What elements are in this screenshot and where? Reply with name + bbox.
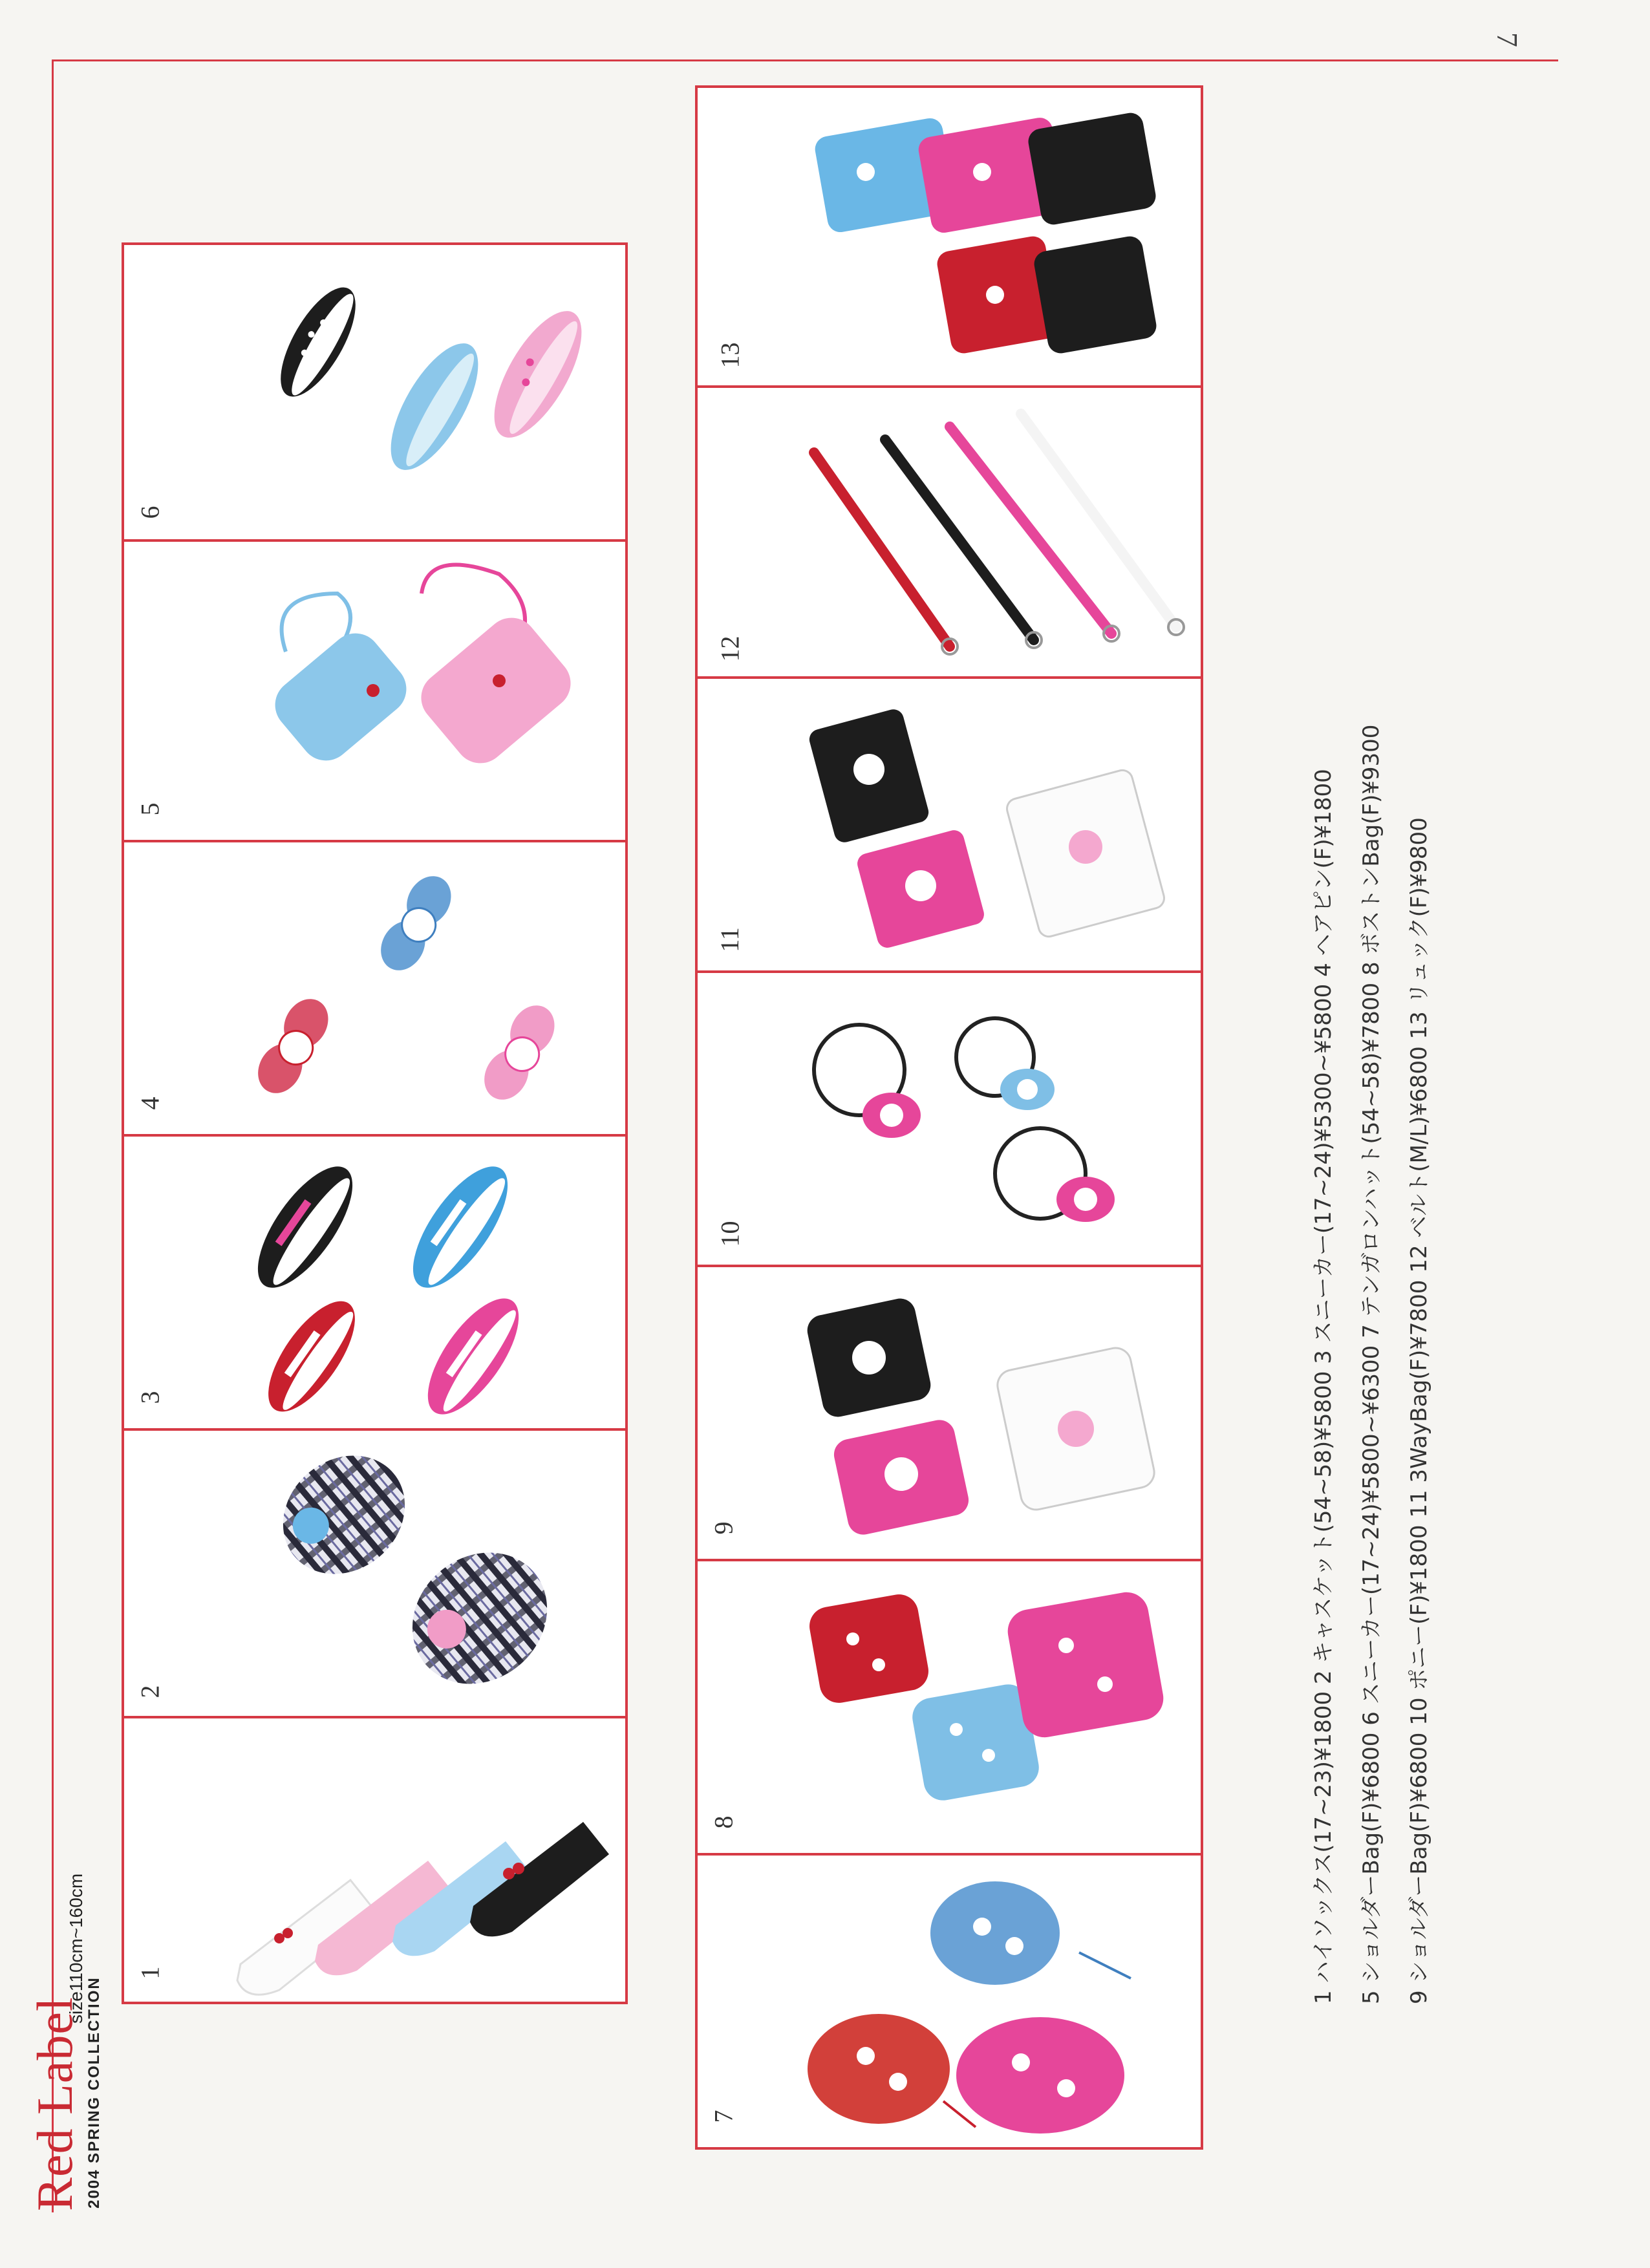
product-cell: [698, 1265, 1201, 1559]
3way-bags-image: [801, 692, 1176, 957]
item-number: 2: [135, 1685, 165, 1698]
product-cell: [124, 1428, 625, 1716]
boston-bags-image: [795, 1574, 1183, 1839]
belts-image: [788, 401, 1189, 659]
product-grid-bottom: [695, 85, 1203, 2150]
item-number: 12: [715, 636, 745, 662]
price-caption: [1300, 323, 1494, 2004]
item-number: 8: [709, 1815, 738, 1829]
size-range: size110cm~160cm: [66, 1873, 86, 2024]
item-number: 5: [135, 802, 165, 816]
brand-title: Red Label: [27, 1996, 83, 2211]
item-number: 10: [715, 1221, 745, 1247]
sneakers-image: [215, 1150, 603, 1421]
shoulder-bags-image: [215, 555, 603, 826]
product-cell: [124, 245, 625, 539]
shoulder-bags-image: [795, 1280, 1183, 1545]
item-number: 7: [709, 2110, 738, 2123]
ponytail-holders-image: [795, 986, 1183, 1251]
item-number: 1: [135, 1966, 165, 1980]
item-number: 6: [135, 506, 165, 519]
sneakers-image: [241, 264, 603, 523]
caption-line: 9 ショルダーBag(F)¥6800 10 ポニー(F)¥1800 11 3WayBag(F)¥7800 12 ベルト(M/L)¥6800 13 リュック(F)¥9800: [1406, 817, 1432, 2004]
product-cell: [698, 676, 1201, 970]
brand-header: [26, 1759, 129, 2211]
item-number: 13: [715, 342, 745, 369]
product-cell: [698, 1559, 1201, 1853]
product-cell: [698, 970, 1201, 1265]
product-cell: [124, 539, 625, 840]
product-cell: [124, 1134, 625, 1428]
backpacks-image: [801, 101, 1183, 372]
collection-subtitle: 2004 SPRING COLLECTION: [85, 1976, 103, 2209]
caps-image: [266, 1444, 590, 1702]
hats-image: [795, 1868, 1183, 2134]
frame-top-rule: [52, 59, 1558, 61]
item-number: 4: [135, 1097, 165, 1110]
item-number: 11: [714, 927, 744, 952]
item-number: 9: [709, 1521, 738, 1535]
product-cell: [698, 88, 1201, 385]
item-number: 3: [135, 1391, 165, 1404]
page-number: 7: [1491, 32, 1524, 47]
product-cell: [698, 385, 1201, 676]
product-cell: [124, 840, 625, 1134]
product-grid-top: [122, 242, 628, 2004]
hairpins-image: [228, 862, 603, 1120]
caption-line: 1 ハイソックス(17~23)¥1800 2 キャスケット(54~58)¥5800 3 スニーカー(17~24)¥5300~¥5800 4 ヘアピン(F)¥1800: [1311, 769, 1336, 2004]
product-cell: [124, 1716, 625, 2002]
caption-line: 5 ショルダーBag(F)¥6800 6 スニーカー(17~24)¥5800~¥6300 7 テンガロンハット(54~58)¥7800 8 ボストンBag(F)¥9300: [1358, 724, 1384, 2004]
product-cell: [698, 1853, 1201, 2147]
socks-image: [202, 1731, 616, 1996]
